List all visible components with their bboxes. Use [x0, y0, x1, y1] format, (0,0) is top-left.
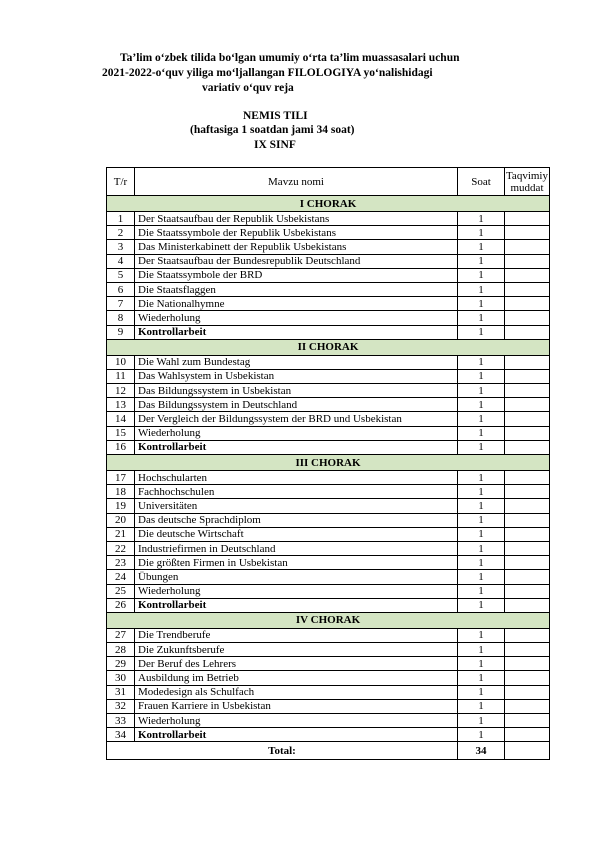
row-number: 3 [107, 240, 135, 254]
row-topic: Der Beruf des Lehrers [135, 657, 458, 671]
table-row [107, 541, 550, 555]
table-row [107, 311, 550, 325]
row-hours: 1 [458, 598, 505, 612]
table-row [107, 412, 550, 426]
row-schedule [505, 412, 550, 426]
row-number: 29 [107, 657, 135, 671]
table-row [107, 671, 550, 685]
row-number: 32 [107, 699, 135, 713]
row-schedule [505, 240, 550, 254]
title-line-3: variativ o‘quv reja [202, 82, 294, 94]
row-hours: 1 [458, 355, 505, 369]
row-hours: 1 [458, 685, 505, 699]
section-title: III CHORAK [107, 455, 550, 471]
row-hours: 1 [458, 226, 505, 240]
row-topic: Hochschularten [135, 471, 458, 485]
row-schedule [505, 643, 550, 657]
row-topic: Die Wahl zum Bundestag [135, 355, 458, 369]
row-number: 26 [107, 598, 135, 612]
row-number: 30 [107, 671, 135, 685]
title-line-1: Ta’lim o‘zbek tilida bo‘lgan umumiy o‘rta ta’lim muassasalari uchun [120, 52, 460, 64]
table-row [107, 584, 550, 598]
row-schedule [505, 570, 550, 584]
total-value: 34 [458, 742, 505, 760]
table-row [107, 384, 550, 398]
row-schedule [505, 556, 550, 570]
header-number: T/r [107, 168, 135, 196]
row-schedule [505, 282, 550, 296]
table-row [107, 212, 550, 226]
row-topic: Die deutsche Wirtschaft [135, 527, 458, 541]
header-hours: Soat [458, 168, 505, 196]
row-topic: Wiederholung [135, 584, 458, 598]
row-schedule [505, 398, 550, 412]
total-schedule [505, 742, 550, 760]
row-number: 1 [107, 212, 135, 226]
table-row [107, 226, 550, 240]
table-header-row [107, 168, 550, 196]
row-topic: Der Staatsaufbau der Bundesrepublik Deutschland [135, 254, 458, 268]
row-schedule [505, 685, 550, 699]
row-hours: 1 [458, 570, 505, 584]
row-topic: Wiederholung [135, 426, 458, 440]
table-row [107, 297, 550, 311]
row-topic: Kontrollarbeit [135, 440, 458, 454]
table-row [107, 657, 550, 671]
total-row [107, 742, 550, 760]
row-schedule [505, 440, 550, 454]
section-title: II CHORAK [107, 339, 550, 355]
row-hours: 1 [458, 212, 505, 226]
section-title: IV CHORAK [107, 612, 550, 628]
table-row [107, 527, 550, 541]
row-hours: 1 [458, 384, 505, 398]
row-topic: Die größten Firmen in Usbekistan [135, 556, 458, 570]
row-schedule [505, 699, 550, 713]
row-hours: 1 [458, 584, 505, 598]
row-topic: Die Staatsflaggen [135, 282, 458, 296]
table-row [107, 282, 550, 296]
row-number: 7 [107, 297, 135, 311]
row-hours: 1 [458, 556, 505, 570]
row-schedule [505, 212, 550, 226]
row-schedule [505, 499, 550, 513]
row-number: 8 [107, 311, 135, 325]
section-row [107, 455, 550, 471]
row-topic: Ausbildung im Betrieb [135, 671, 458, 685]
row-number: 9 [107, 325, 135, 339]
row-hours: 1 [458, 268, 505, 282]
row-schedule [505, 325, 550, 339]
subject-title: NEMIS TILI [243, 110, 308, 122]
row-topic: Die Staatssymbole der BRD [135, 268, 458, 282]
row-topic: Die Trendberufe [135, 628, 458, 642]
header-topic: Mavzu nomi [135, 168, 458, 196]
table-row [107, 685, 550, 699]
row-topic: Das Bildungssystem in Deutschland [135, 398, 458, 412]
row-number: 4 [107, 254, 135, 268]
row-number: 13 [107, 398, 135, 412]
table-row [107, 268, 550, 282]
row-schedule [505, 485, 550, 499]
row-hours: 1 [458, 412, 505, 426]
row-schedule [505, 541, 550, 555]
row-schedule [505, 628, 550, 642]
table-row [107, 513, 550, 527]
table-row [107, 556, 550, 570]
row-number: 5 [107, 268, 135, 282]
row-hours: 1 [458, 311, 505, 325]
row-hours: 1 [458, 527, 505, 541]
row-hours: 1 [458, 714, 505, 728]
row-schedule [505, 268, 550, 282]
row-schedule [505, 226, 550, 240]
row-number: 19 [107, 499, 135, 513]
row-number: 6 [107, 282, 135, 296]
row-number: 24 [107, 570, 135, 584]
row-topic: Das Wahlsystem in Usbekistan [135, 369, 458, 383]
table-row [107, 628, 550, 642]
table-row [107, 485, 550, 499]
row-schedule [505, 513, 550, 527]
table-row [107, 254, 550, 268]
row-schedule [505, 657, 550, 671]
row-topic: Die Zukunftsberufe [135, 643, 458, 657]
row-schedule [505, 384, 550, 398]
row-topic: Kontrollarbeit [135, 598, 458, 612]
row-number: 23 [107, 556, 135, 570]
row-topic: Die Nationalhymne [135, 297, 458, 311]
row-topic: Universitäten [135, 499, 458, 513]
table-row [107, 471, 550, 485]
row-number: 12 [107, 384, 135, 398]
section-row [107, 339, 550, 355]
table-body [107, 196, 550, 760]
row-topic: Übungen [135, 570, 458, 584]
row-number: 18 [107, 485, 135, 499]
table-row [107, 714, 550, 728]
row-hours: 1 [458, 657, 505, 671]
header-schedule: Taqvimiy muddat [505, 169, 548, 194]
row-topic: Das Ministerkabinett der Republik Usbekistans [135, 240, 458, 254]
row-hours: 1 [458, 485, 505, 499]
row-schedule [505, 728, 550, 742]
row-hours: 1 [458, 440, 505, 454]
row-number: 28 [107, 643, 135, 657]
row-number: 25 [107, 584, 135, 598]
row-schedule [505, 527, 550, 541]
row-hours: 1 [458, 426, 505, 440]
total-label: Total: [107, 742, 458, 760]
row-number: 34 [107, 728, 135, 742]
row-number: 2 [107, 226, 135, 240]
row-number: 14 [107, 412, 135, 426]
row-topic: Kontrollarbeit [135, 728, 458, 742]
row-number: 11 [107, 369, 135, 383]
row-topic: Das deutsche Sprachdiplom [135, 513, 458, 527]
row-schedule [505, 426, 550, 440]
row-number: 16 [107, 440, 135, 454]
title-line-2: 2021-2022-o‘quv yiliga mo‘ljallangan FILOLOGIYA yo‘nalishidagi [102, 67, 433, 79]
row-topic: Modedesign als Schulfach [135, 685, 458, 699]
row-hours: 1 [458, 325, 505, 339]
section-row [107, 196, 550, 212]
row-schedule [505, 598, 550, 612]
row-schedule [505, 355, 550, 369]
row-hours: 1 [458, 369, 505, 383]
table-row [107, 643, 550, 657]
row-number: 21 [107, 527, 135, 541]
row-hours: 1 [458, 728, 505, 742]
row-number: 31 [107, 685, 135, 699]
row-number: 17 [107, 471, 135, 485]
row-number: 33 [107, 714, 135, 728]
table-row [107, 699, 550, 713]
table-row [107, 369, 550, 383]
row-hours: 1 [458, 254, 505, 268]
table-row [107, 240, 550, 254]
row-number: 20 [107, 513, 135, 527]
row-number: 10 [107, 355, 135, 369]
row-hours: 1 [458, 398, 505, 412]
row-hours: 1 [458, 240, 505, 254]
section-row [107, 612, 550, 628]
row-schedule [505, 671, 550, 685]
section-title: I CHORAK [107, 196, 550, 212]
row-hours: 1 [458, 628, 505, 642]
table-row [107, 325, 550, 339]
row-hours: 1 [458, 499, 505, 513]
row-topic: Das Bildungssystem in Usbekistan [135, 384, 458, 398]
row-schedule [505, 369, 550, 383]
table-row [107, 728, 550, 742]
row-hours: 1 [458, 671, 505, 685]
row-topic: Frauen Karriere in Usbekistan [135, 699, 458, 713]
row-schedule [505, 714, 550, 728]
row-topic: Der Vergleich der Bildungssystem der BRD und Usbekistan [135, 412, 458, 426]
grade-title: IX SINF [254, 139, 296, 151]
row-topic: Wiederholung [135, 714, 458, 728]
row-schedule [505, 471, 550, 485]
row-topic: Wiederholung [135, 311, 458, 325]
table-row [107, 570, 550, 584]
row-hours: 1 [458, 282, 505, 296]
row-hours: 1 [458, 471, 505, 485]
row-schedule [505, 311, 550, 325]
row-topic: Kontrollarbeit [135, 325, 458, 339]
row-hours: 1 [458, 541, 505, 555]
row-schedule [505, 297, 550, 311]
hours-note: (haftasiga 1 soatdan jami 34 soat) [190, 124, 355, 136]
row-hours: 1 [458, 643, 505, 657]
row-topic: Der Staatsaufbau der Republik Usbekistans [135, 212, 458, 226]
table-row [107, 426, 550, 440]
row-topic: Die Staatssymbole der Republik Usbekistans [135, 226, 458, 240]
row-hours: 1 [458, 297, 505, 311]
table-row [107, 499, 550, 513]
row-topic: Industriefirmen in Deutschland [135, 541, 458, 555]
row-schedule [505, 584, 550, 598]
row-hours: 1 [458, 699, 505, 713]
table-row [107, 440, 550, 454]
table-row [107, 398, 550, 412]
row-number: 15 [107, 426, 135, 440]
row-schedule [505, 254, 550, 268]
curriculum-table [106, 167, 550, 760]
row-number: 22 [107, 541, 135, 555]
row-topic: Fachhochschulen [135, 485, 458, 499]
table-row [107, 598, 550, 612]
row-hours: 1 [458, 513, 505, 527]
table-row [107, 355, 550, 369]
row-number: 27 [107, 628, 135, 642]
